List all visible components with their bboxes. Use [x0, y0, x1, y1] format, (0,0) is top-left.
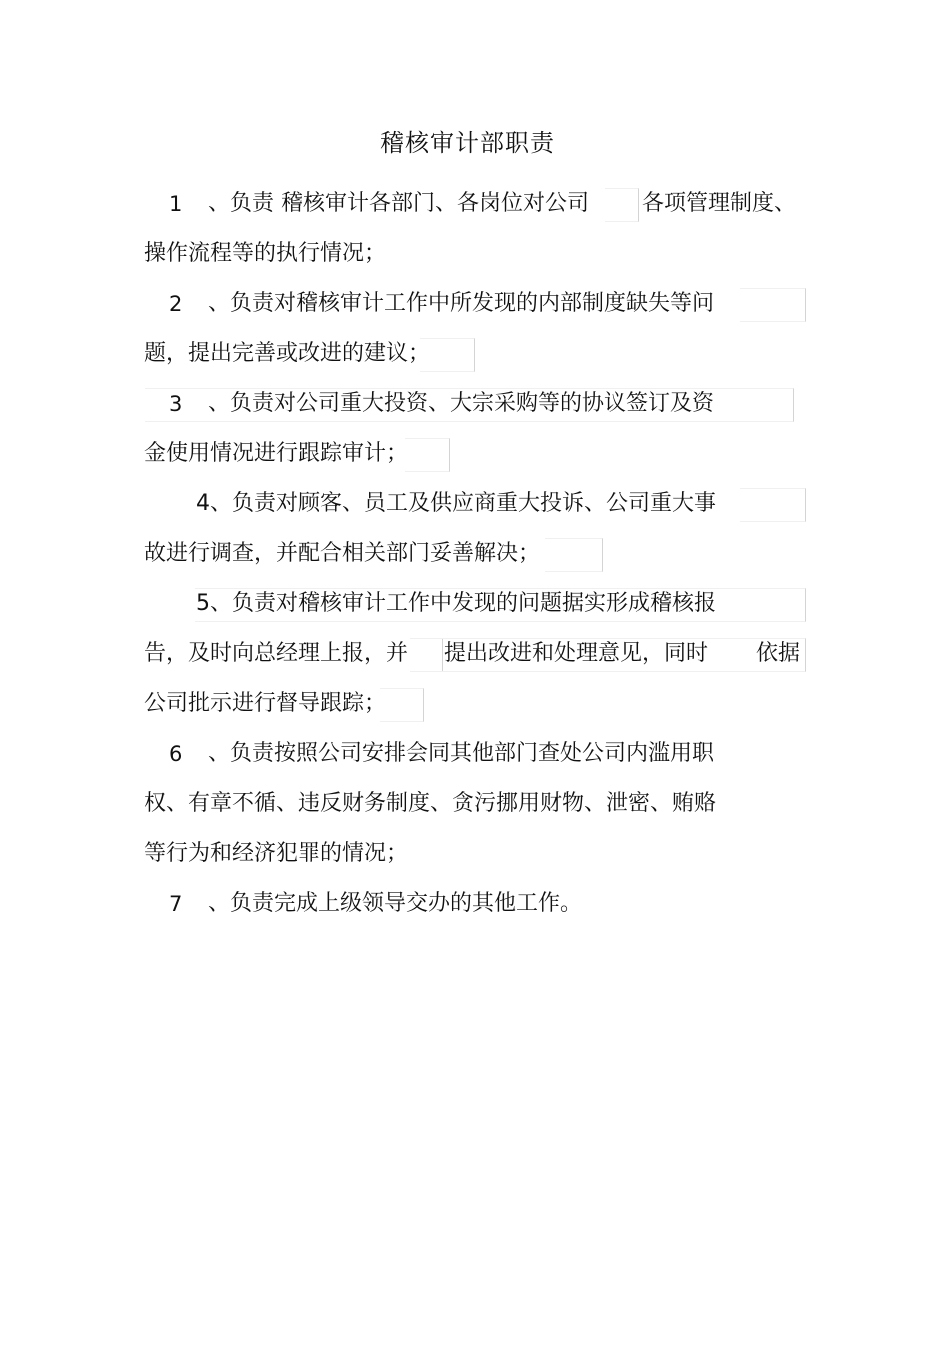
item-2-number: 2 [169, 292, 183, 316]
item-3-number: 3 [169, 392, 183, 416]
item-6-number: 6 [169, 742, 183, 766]
item-1-number: 1 [169, 192, 183, 216]
scan-box [410, 638, 443, 672]
item-3-line-2: 金使用情况进行跟踪审计； [144, 441, 409, 466]
scan-box [380, 688, 424, 722]
scan-box [740, 488, 806, 522]
item-5-line-2-part-1: 告，及时向总经理上报，并 [144, 641, 409, 666]
item-5-line-2-part-3: 依据 [756, 641, 801, 666]
item-1-line-1-continued: 各项管理制度、 [642, 191, 797, 216]
item-4-line-1: 4、负责对顾客、员工及供应商重大投诉、公司重大事 [196, 491, 716, 516]
item-6-line-2: 权、有章不循、违反财务制度、贪污挪用财物、泄密、贿赂 [144, 791, 717, 816]
item-2-line-2: 题，提出完善或改进的建议； [144, 341, 431, 366]
item-6-line-1: 、负责按照公司安排会同其他部门查处公司内滥用职 [208, 741, 715, 766]
item-2-line-1: 、负责对稽核审计工作中所发现的内部制度缺失等问 [208, 291, 715, 316]
scan-box [545, 538, 603, 572]
item-6-line-3: 等行为和经济犯罪的情况； [144, 841, 409, 866]
item-1-line-1: 、负责 稽核审计各部门、各岗位对公司 [208, 191, 589, 216]
scan-box [405, 438, 450, 472]
item-4-line-2: 故进行调查，并配合相关部门妥善解决； [144, 541, 541, 566]
item-7-line-1: 、负责完成上级领导交办的其他工作。 [208, 891, 583, 916]
item-1-line-2: 操作流程等的执行情况； [144, 241, 387, 266]
item-5-line-1: 5、负责对稽核审计工作中发现的问题据实形成稽核报 [196, 591, 716, 616]
item-5-line-2-part-2: 提出改进和处理意见，同时 [444, 641, 709, 666]
scan-box [740, 288, 806, 322]
scan-box [605, 188, 639, 222]
item-5-line-3: 公司批示进行督导跟踪； [144, 691, 387, 716]
item-7-number: 7 [169, 892, 183, 916]
page-title: 稽核审计部职责 [380, 129, 555, 157]
item-3-line-1: 、负责对公司重大投资、大宗采购等的协议签订及资 [208, 391, 715, 416]
